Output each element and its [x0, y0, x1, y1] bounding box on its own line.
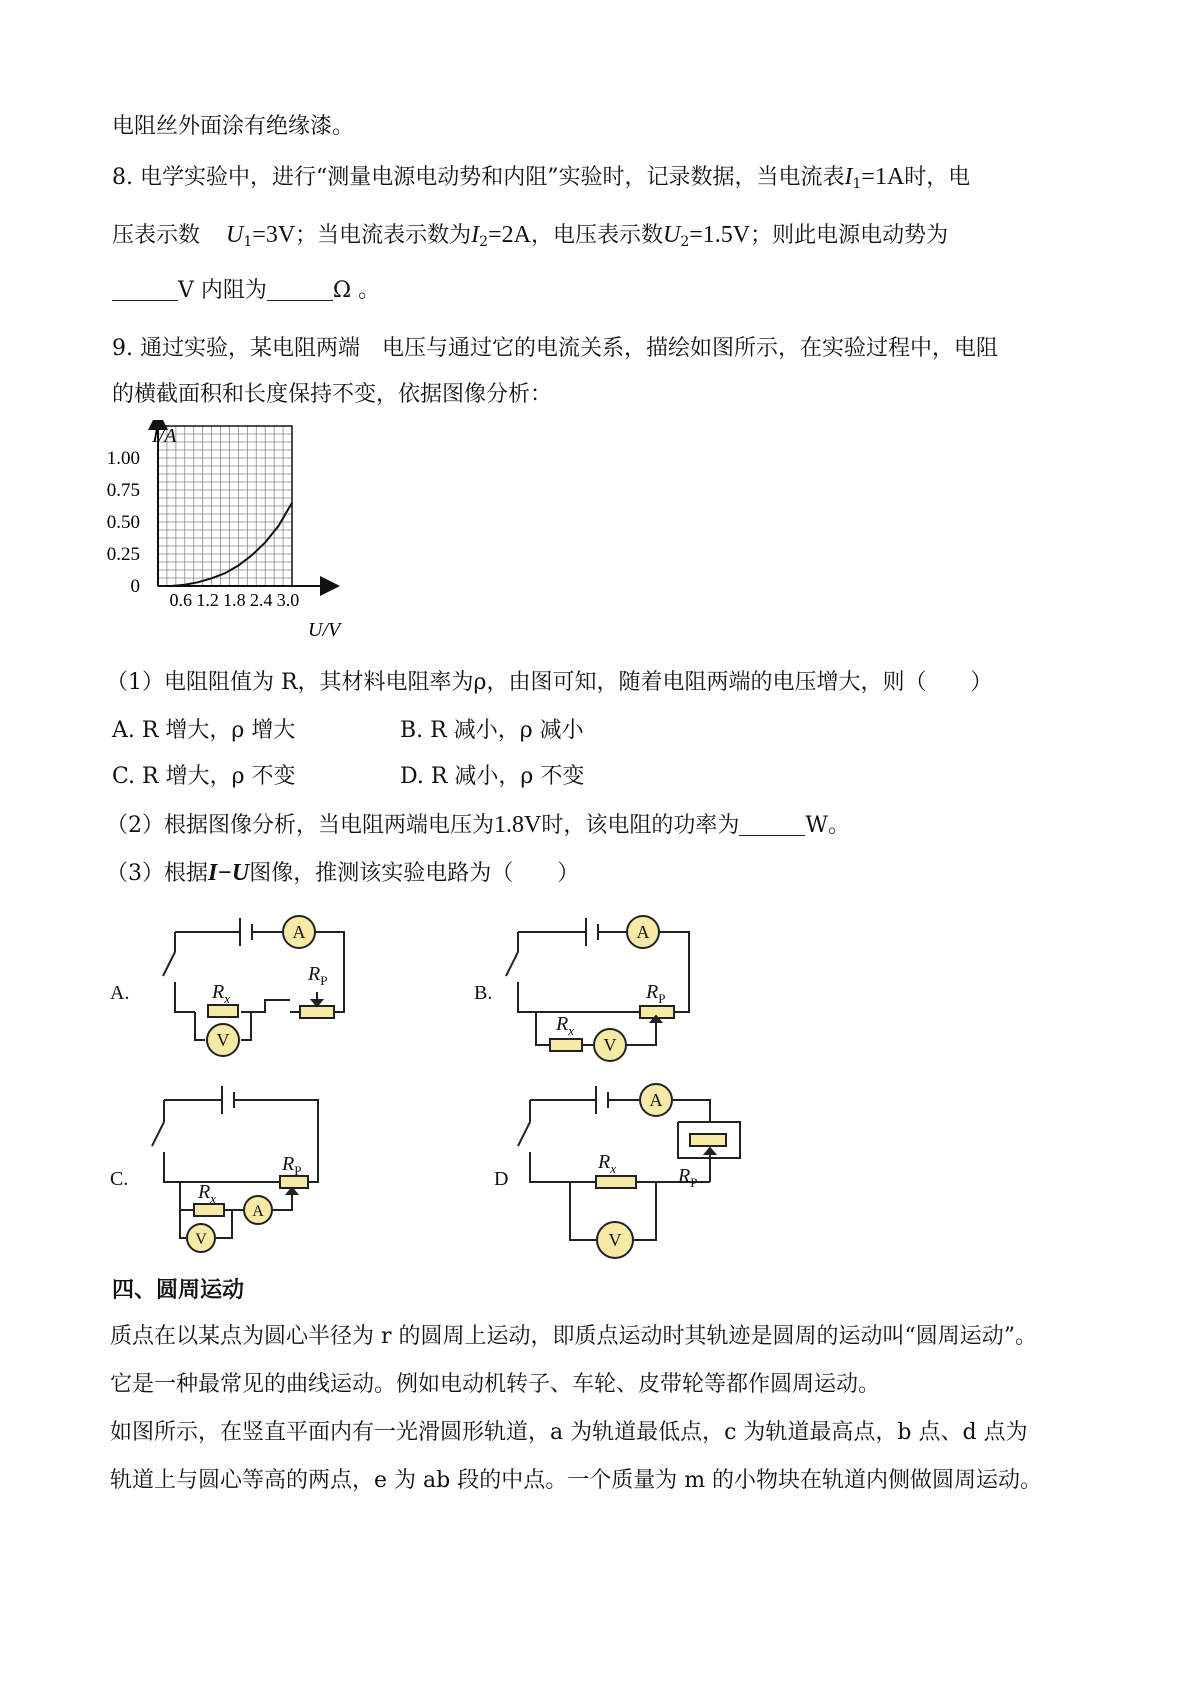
q9-sub1: （1）电阻阻值为 R，其材料电阻率为ρ，由图可知，随着电阻两端的电压增大，则（ ）: [106, 670, 993, 695]
iu-chart: [100, 420, 380, 650]
sub2-text: 时，该电阻的功率为: [541, 813, 740, 838]
u1-sub: 1: [243, 234, 253, 250]
i2-value: =2A: [488, 222, 531, 248]
y-tick-label: 0.75: [106, 480, 140, 501]
section-heading: 四、圆周运动: [112, 1278, 245, 1303]
y-tick-label: 0.50: [106, 512, 140, 533]
u2-symbol: U: [662, 222, 681, 248]
q8-text: 8. 电学实验中，进行“测量电源电动势和内阻”实验时，记录数据，当电流表: [112, 165, 845, 190]
resistor-icon: [550, 1039, 582, 1051]
circuit-b-label[interactable]: B.: [474, 982, 493, 1004]
rp-label: $R_P$: [308, 963, 328, 988]
ammeter-letter: A: [636, 922, 650, 942]
i2-symbol: I: [471, 222, 480, 248]
circuit-a-label[interactable]: A.: [110, 982, 130, 1004]
iu-symbol: I−U: [208, 860, 250, 886]
voltage-value: 1.8V: [494, 812, 542, 838]
ammeter-letter: A: [292, 922, 306, 942]
iu-curve: [158, 503, 292, 586]
x-tick-label: 3.0: [276, 590, 300, 610]
sub3-text: （3）根据: [106, 861, 208, 886]
rx-label: $R_x$: [212, 981, 230, 1006]
intro-line: 电阻丝外面涂有绝缘漆。: [112, 114, 355, 139]
rx-label: $R_x$: [556, 1013, 574, 1038]
rp-label: $R_P$: [646, 981, 666, 1006]
section4-paragraph-4: 轨道上与圆心等高的两点，e 为 ab 段的中点。一个质量为 m 的小物块在轨道内侧做圆周运动。: [110, 1468, 1043, 1493]
q8-line-3: [112, 276, 380, 306]
q8-text: 压表示数: [112, 223, 201, 248]
voltmeter-letter: V: [216, 1030, 230, 1050]
chart-grid: [158, 426, 292, 586]
q9-sub2: [106, 810, 850, 841]
y-axis-label: I/A: [152, 425, 177, 447]
q8-text: Ω 。: [332, 278, 381, 303]
x-tick-label: 1.8: [223, 590, 246, 610]
i1-value: =1A: [861, 164, 905, 190]
i1-symbol: I: [844, 164, 853, 190]
sub3-text: 图像，推测该实验电路为（ ）: [249, 861, 580, 886]
x-tick-label: 2.4: [249, 590, 273, 610]
y-tick-label: 0: [130, 576, 140, 597]
circuit-diagrams: [0, 900, 1200, 1280]
u1-symbol: U: [226, 222, 244, 248]
circuit-c-label[interactable]: C.: [110, 1168, 129, 1190]
q8-text: ，电压表示数: [530, 223, 663, 248]
power-blank[interactable]: [739, 813, 805, 836]
rp-label: $R_P$: [678, 1165, 698, 1190]
q8-line-1: [112, 162, 970, 199]
option-a[interactable]: A. R 增大，ρ 增大: [112, 718, 296, 743]
resistor-icon: [208, 1005, 238, 1017]
emf-blank[interactable]: [112, 278, 178, 301]
x-tick-label: 1.2: [196, 590, 219, 610]
resistor-icon: [596, 1176, 636, 1188]
q9-line-1: 9. 通过实验，某电阻两端 电压与通过它的电流关系，描绘如图所示，在实验过程中，电阻: [112, 336, 998, 361]
q8-text: V 内阻为: [178, 278, 267, 303]
section4-paragraph-3: 如图所示，在竖直平面内有一光滑圆形轨道，a 为轨道最低点，c 为轨道最高点，b 点、d 点为: [110, 1420, 1028, 1445]
u2-value: =1.5V: [689, 222, 751, 248]
i2-sub: 2: [479, 234, 489, 250]
voltmeter-letter: V: [603, 1035, 617, 1055]
rx-label: $R_x$: [198, 1181, 216, 1206]
y-tick-labels: [107, 448, 140, 597]
q9-line-2: 的横截面积和长度保持不变，依据图像分析：: [112, 382, 553, 407]
x-tick-label: 0.6: [169, 590, 193, 610]
circuit-b: [506, 918, 689, 1045]
resistor-icon: [194, 1204, 224, 1216]
circuit-d-label[interactable]: D: [494, 1168, 509, 1190]
u2-sub: 2: [680, 234, 690, 250]
y-tick-label: 1.00: [106, 448, 140, 469]
resistance-blank[interactable]: [267, 278, 333, 301]
rheostat-icon: [690, 1134, 726, 1146]
option-b[interactable]: B. R 减小，ρ 减小: [400, 718, 584, 743]
section4-paragraph-1: 质点在以某点为圆心半径为 r 的圆周上运动，即质点运动时其轨迹是圆周的运动叫“圆周运动”。: [110, 1324, 1038, 1349]
x-axis-label: U/V: [308, 619, 341, 641]
option-d[interactable]: D. R 减小，ρ 不变: [400, 764, 585, 789]
sub2-text: W。: [805, 813, 850, 838]
ammeter-letter: A: [252, 1203, 264, 1220]
rheostat-icon: [300, 1006, 334, 1018]
q8-text: 时，电: [904, 165, 971, 190]
q8-line-2: [112, 220, 948, 257]
ammeter-letter: A: [649, 1090, 663, 1110]
circuit-d: [518, 1086, 740, 1240]
q9-sub3: [106, 858, 579, 889]
voltmeter-letter: V: [195, 1231, 207, 1248]
sub2-text: （2）根据图像分析，当电阻两端电压为: [106, 813, 494, 838]
option-c[interactable]: C. R 增大，ρ 不变: [112, 764, 296, 789]
rp-label: $R_P$: [282, 1153, 302, 1178]
y-tick-label: 0.25: [106, 544, 140, 565]
q8-text: ；当电流表示数为: [295, 223, 472, 248]
q8-text: ；则此电源电动势为: [750, 223, 949, 248]
u1-value: =3V: [252, 222, 296, 248]
rx-label: $R_x$: [598, 1151, 616, 1176]
x-tick-labels: [170, 590, 300, 610]
i1-sub: 1: [852, 176, 862, 192]
voltmeter-letter: V: [608, 1230, 622, 1250]
section4-paragraph-2: 它是一种最常见的曲线运动。例如电动机转子、车轮、皮带轮等都作圆周运动。: [110, 1372, 881, 1397]
